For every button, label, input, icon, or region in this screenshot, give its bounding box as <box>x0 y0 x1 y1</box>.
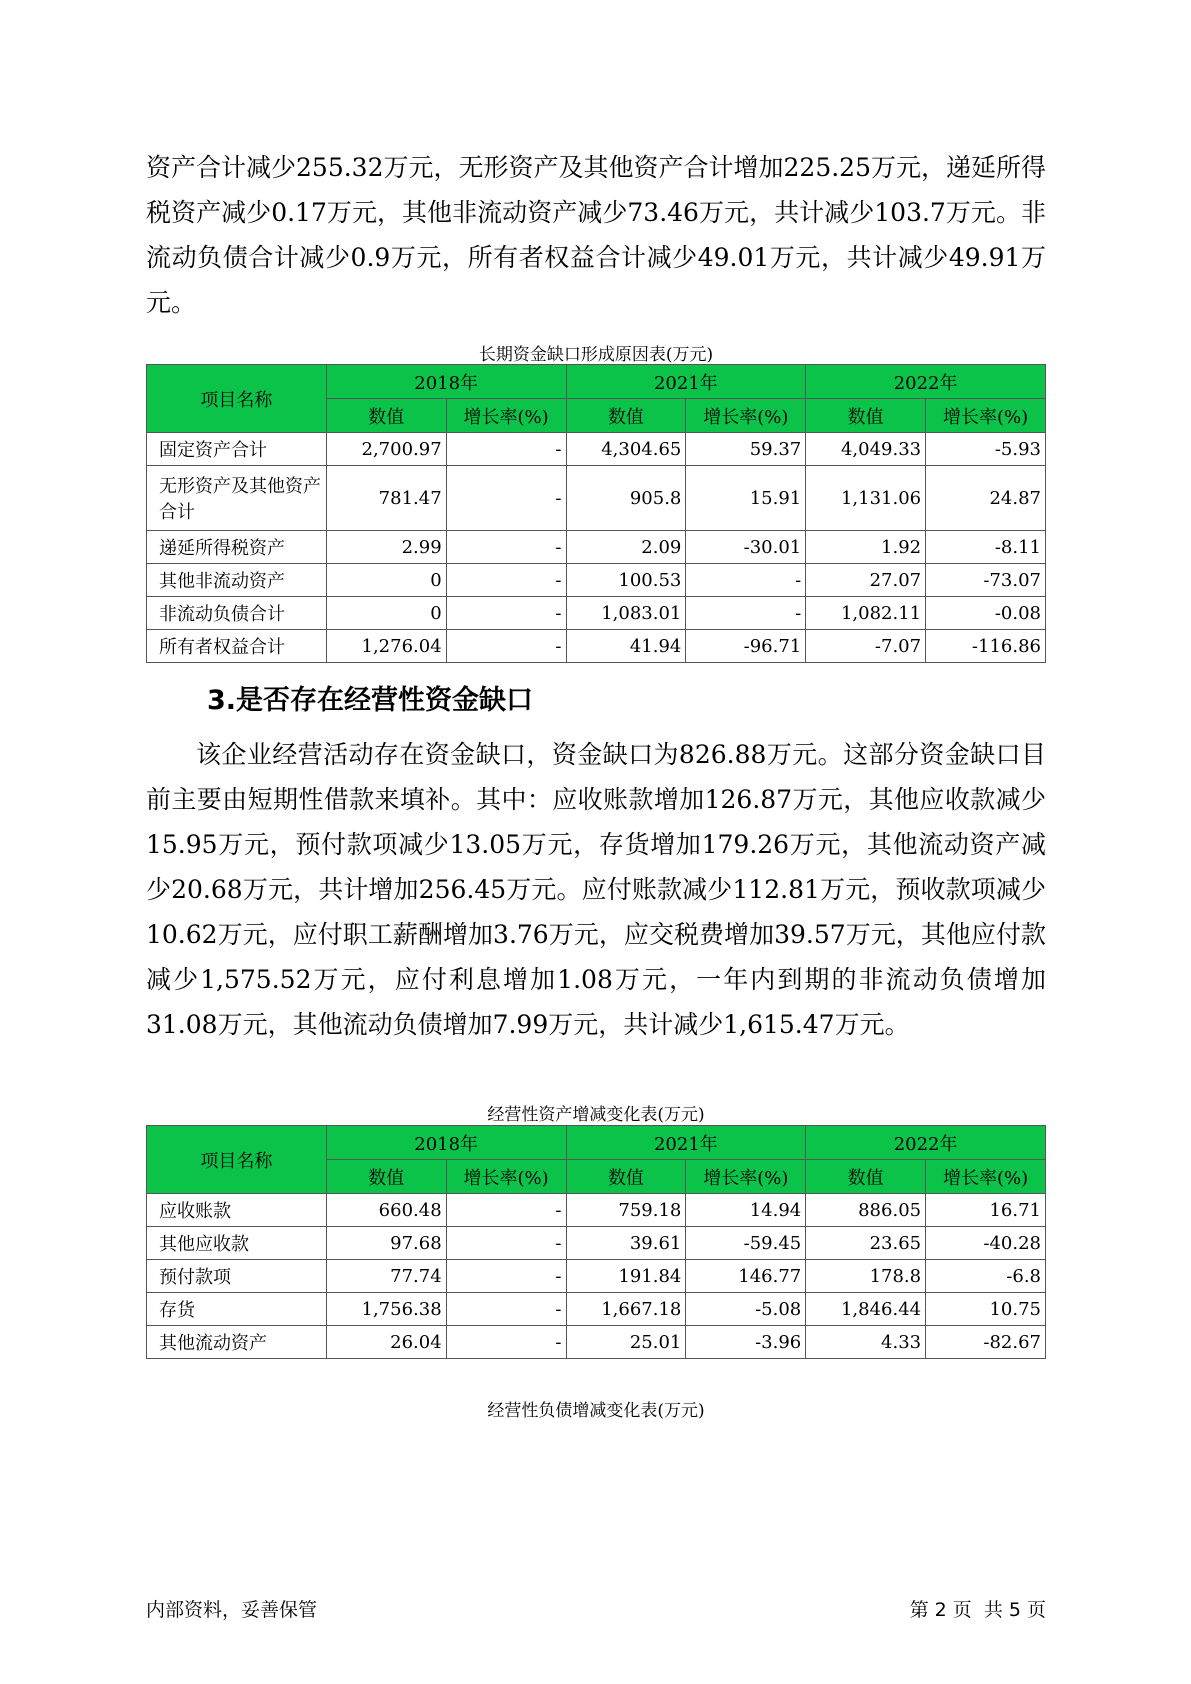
table-cell: 23.65 <box>806 1227 926 1260</box>
row-label: 其他流动资产 <box>147 1326 327 1359</box>
table-cell: 16.71 <box>926 1194 1046 1227</box>
table-cell: 39.61 <box>566 1227 686 1260</box>
table-cell: -116.86 <box>926 630 1046 663</box>
table-cell: 1,846.44 <box>806 1293 926 1326</box>
table-cell: 100.53 <box>566 564 686 597</box>
header-growth: 增长率(%) <box>446 1160 566 1194</box>
header-item-name: 项目名称 <box>147 1126 327 1194</box>
header-year: 2021年 <box>566 1126 806 1160</box>
table-cell: - <box>446 564 566 597</box>
table-cell: 0 <box>326 597 446 630</box>
table-cell: - <box>446 466 566 531</box>
table-cell: -5.93 <box>926 433 1046 466</box>
row-label: 应收账款 <box>147 1194 327 1227</box>
paragraph-operating-gap <box>146 732 1046 1047</box>
table-cell: 191.84 <box>566 1260 686 1293</box>
table-cell: 905.8 <box>566 466 686 531</box>
header-value: 数值 <box>566 399 686 433</box>
table-cell: 14.94 <box>686 1194 806 1227</box>
table-cell: - <box>446 630 566 663</box>
row-label: 所有者权益合计 <box>147 630 327 663</box>
table-cell: -96.71 <box>686 630 806 663</box>
table-cell: - <box>446 1293 566 1326</box>
table-cell: 26.04 <box>326 1326 446 1359</box>
table-cell: 0 <box>326 564 446 597</box>
header-value: 数值 <box>566 1160 686 1194</box>
table-cell: -82.67 <box>926 1326 1046 1359</box>
table-cell: 2.09 <box>566 531 686 564</box>
table-cell: 4,049.33 <box>806 433 926 466</box>
table-row <box>147 531 1046 564</box>
table-cell: -8.11 <box>926 531 1046 564</box>
table-cell: -6.8 <box>926 1260 1046 1293</box>
table-cell: 24.87 <box>926 466 1046 531</box>
table-row <box>147 1260 1046 1293</box>
table-cell: 4,304.65 <box>566 433 686 466</box>
row-label: 预付款项 <box>147 1260 327 1293</box>
table-cell: 1,276.04 <box>326 630 446 663</box>
table-cell: 27.07 <box>806 564 926 597</box>
table-cell: -73.07 <box>926 564 1046 597</box>
header-growth: 增长率(%) <box>446 399 566 433</box>
table-cell: - <box>446 1194 566 1227</box>
table-cell: 1,667.18 <box>566 1293 686 1326</box>
section-heading: 3.是否存在经营性资金缺口 <box>207 685 534 716</box>
table-cell: 2.99 <box>326 531 446 564</box>
header-value: 数值 <box>806 399 926 433</box>
table-cell: -0.08 <box>926 597 1046 630</box>
table-row <box>147 1227 1046 1260</box>
header-year: 2018年 <box>326 365 566 399</box>
table-cell: - <box>446 1260 566 1293</box>
table-cell: 1,131.06 <box>806 466 926 531</box>
table-cell: 97.68 <box>326 1227 446 1260</box>
header-growth: 增长率(%) <box>686 399 806 433</box>
table-cell: - <box>446 433 566 466</box>
header-value: 数值 <box>326 1160 446 1194</box>
table-cell: 178.8 <box>806 1260 926 1293</box>
table-cell: 1,756.38 <box>326 1293 446 1326</box>
table-cell: -30.01 <box>686 531 806 564</box>
paragraph-operating-gap-text: 该企业经营活动存在资金缺口，资金缺口为826.88万元。这部分资金缺口目前主要由短期性借款来填补。其中：应收账款增加126.87万元，其他应收款减少15.95万元，预付款项减少13.05万元，存货增加179.26万元，其他流动资产减少20.68万元，共计增加256.45万元。应付账款减少112.81万元，预收款项减少10.62万元，应付职工薪酬增加3.76万元，应交税费增加39.57万元，其他应付款减少1,575.52万元，应付利息增加1.08万元，一年内到期的非流动负债增加31.08万元，其他流动负债增加7.99万元，共计减少1,615.47万元。 <box>146 740 1046 1039</box>
row-label: 其他应收款 <box>147 1227 327 1260</box>
row-label: 非流动负债合计 <box>147 597 327 630</box>
header-year: 2018年 <box>326 1126 566 1160</box>
header-year: 2022年 <box>806 365 1046 399</box>
table-row <box>147 597 1046 630</box>
table-cell: -7.07 <box>806 630 926 663</box>
table-cell: - <box>686 597 806 630</box>
table-cell: 59.37 <box>686 433 806 466</box>
table-row <box>147 1194 1046 1227</box>
table-cell: - <box>446 597 566 630</box>
table-cell: -40.28 <box>926 1227 1046 1260</box>
table-cell: 10.75 <box>926 1293 1046 1326</box>
table-cell: 759.18 <box>566 1194 686 1227</box>
table-cell: 1.92 <box>806 531 926 564</box>
row-label: 存货 <box>147 1293 327 1326</box>
operating-assets-change-table <box>146 1125 1046 1359</box>
table-cell: -59.45 <box>686 1227 806 1260</box>
table-cell: -3.96 <box>686 1326 806 1359</box>
table-cell: 781.47 <box>326 466 446 531</box>
paragraph-intro-text: 资产合计减少255.32万元，无形资产及其他资产合计增加225.25万元，递延所得税资产减少0.17万元，其他非流动资产减少73.46万元，共计减少103.7万元。非流动负债合计减少0.9万元，所有者权益合计减少49.01万元，共计减少49.91万元。 <box>146 153 1046 317</box>
table-cell: 25.01 <box>566 1326 686 1359</box>
table-row <box>147 1326 1046 1359</box>
table-cell: 77.74 <box>326 1260 446 1293</box>
footer-page-number: 第 2 页 共 5 页 <box>909 1599 1046 1621</box>
table-cell: 4.33 <box>806 1326 926 1359</box>
header-growth: 增长率(%) <box>926 399 1046 433</box>
row-label: 其他非流动资产 <box>147 564 327 597</box>
table-row <box>147 564 1046 597</box>
long-term-funding-gap-table <box>146 364 1046 663</box>
table-cell: - <box>446 1227 566 1260</box>
table-cell: 41.94 <box>566 630 686 663</box>
table-cell: 660.48 <box>326 1194 446 1227</box>
table-cell: 886.05 <box>806 1194 926 1227</box>
header-year: 2021年 <box>566 365 806 399</box>
header-value: 数值 <box>326 399 446 433</box>
table-row <box>147 1293 1046 1326</box>
table-cell: 2,700.97 <box>326 433 446 466</box>
paragraph-intro <box>146 145 1046 325</box>
table1-caption: 长期资金缺口形成原因表(万元) <box>478 345 714 365</box>
table-cell: 1,082.11 <box>806 597 926 630</box>
table-row <box>147 630 1046 663</box>
table-cell: - <box>686 564 806 597</box>
table-cell: -5.08 <box>686 1293 806 1326</box>
row-label: 固定资产合计 <box>147 433 327 466</box>
header-value: 数值 <box>806 1160 926 1194</box>
table-cell: - <box>446 531 566 564</box>
header-growth: 增长率(%) <box>926 1160 1046 1194</box>
table2-caption: 经营性资产增减变化表(万元) <box>487 1105 705 1125</box>
header-growth: 增长率(%) <box>686 1160 806 1194</box>
table3-caption: 经营性负债增减变化表(万元) <box>487 1401 705 1421</box>
table-cell: 1,083.01 <box>566 597 686 630</box>
row-label: 无形资产及其他资产合计 <box>147 466 327 531</box>
table-row <box>147 433 1046 466</box>
table-row <box>147 466 1046 531</box>
table-cell: - <box>446 1326 566 1359</box>
row-label: 递延所得税资产 <box>147 531 327 564</box>
footer-confidential: 内部资料，妥善保管 <box>146 1599 318 1621</box>
header-item-name: 项目名称 <box>147 365 327 433</box>
table-cell: 15.91 <box>686 466 806 531</box>
header-year: 2022年 <box>806 1126 1046 1160</box>
table-cell: 146.77 <box>686 1260 806 1293</box>
